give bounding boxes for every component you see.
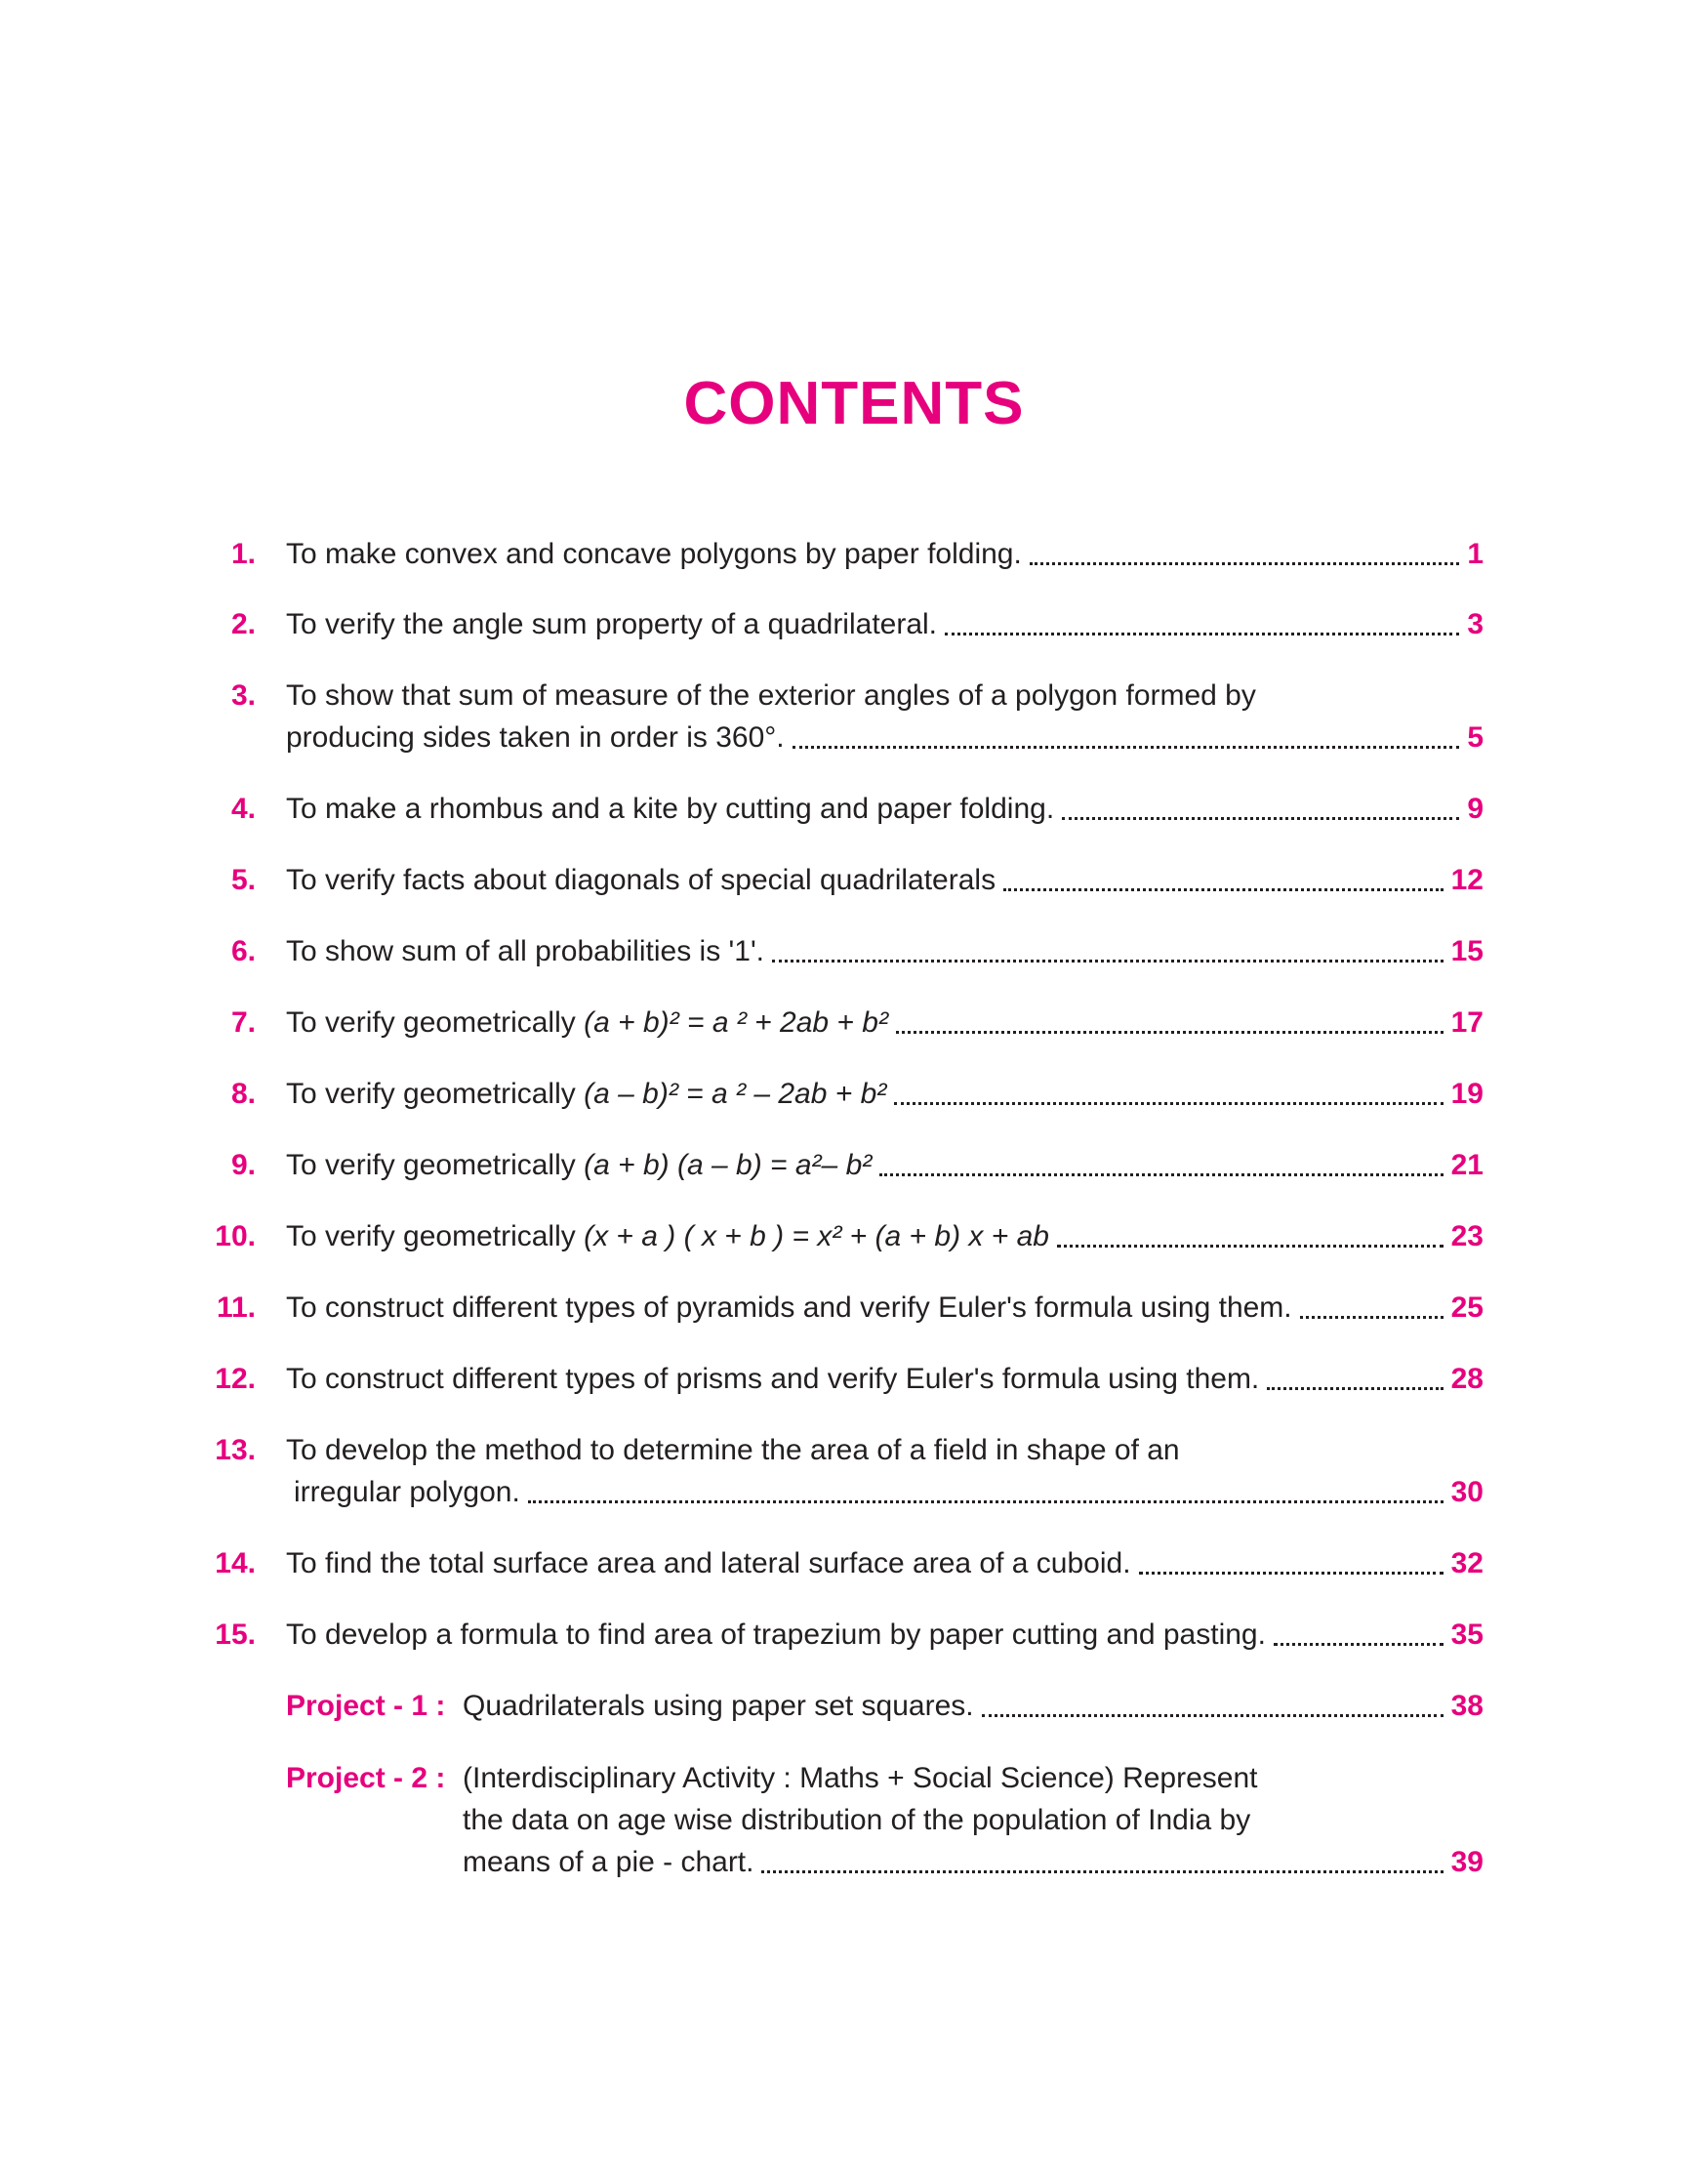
page-number: 9 xyxy=(1467,793,1484,825)
formula: (x + a ) ( x + b ) = x² + (a + b) x + ab xyxy=(584,1220,1049,1252)
dot-leader xyxy=(1267,1386,1443,1390)
entry-text: To develop the method to determine the area of a field in shape of an xyxy=(286,1434,1180,1466)
entry-text: means of a pie - chart. xyxy=(463,1846,754,1878)
entry-text: To verify geometrically (a + b) (a – b) = a²– b² xyxy=(286,1149,873,1181)
toc-entry[interactable] xyxy=(286,1616,1484,1655)
dot-leader xyxy=(1139,1571,1444,1575)
entry-number: 10. xyxy=(215,1220,256,1252)
entry-text: To verify facts about diagonals of special quadrilaterals xyxy=(286,864,996,896)
toc-entry-project[interactable] xyxy=(463,1687,1484,1726)
dot-leader xyxy=(1030,561,1460,565)
toc-entry-project[interactable] xyxy=(463,1843,1484,1882)
page-number: 12 xyxy=(1450,864,1484,896)
entry-number: 7. xyxy=(230,1006,256,1039)
entry-text: the data on age wise distribution of the population of India by xyxy=(463,1804,1251,1836)
page-number: 28 xyxy=(1450,1363,1484,1395)
entry-number: 3. xyxy=(230,679,256,712)
entry-number: 6. xyxy=(230,935,256,967)
entry-text: producing sides taken in order is 360°. xyxy=(286,721,785,754)
entry-number: 1. xyxy=(230,538,256,570)
page-number: 32 xyxy=(1450,1547,1484,1579)
project-label: Project - 1 : xyxy=(286,1690,446,1722)
formula: (a – b)² = a ² – 2ab + b² xyxy=(584,1078,887,1110)
entry-text: To verify geometrically (a + b)² = a ² + 2ab + b² xyxy=(286,1006,888,1039)
dot-leader xyxy=(1300,1315,1444,1319)
dot-leader xyxy=(896,1030,1444,1034)
toc-entry[interactable] xyxy=(286,1217,1484,1256)
page-number: 3 xyxy=(1467,608,1484,640)
page-number: 19 xyxy=(1450,1078,1484,1110)
toc-entry[interactable] xyxy=(286,605,1484,644)
entry-number: 12. xyxy=(215,1363,256,1395)
dot-leader xyxy=(793,745,1460,749)
page-number: 1 xyxy=(1467,538,1484,570)
dot-leader xyxy=(982,1713,1444,1717)
entry-number: 5. xyxy=(230,864,256,896)
dot-leader xyxy=(945,632,1459,635)
toc-entry[interactable] xyxy=(286,535,1484,574)
dot-leader xyxy=(879,1172,1443,1176)
dot-leader xyxy=(772,959,1444,963)
dot-leader xyxy=(1062,816,1459,820)
toc-entry[interactable] xyxy=(286,790,1484,829)
entry-text: To develop a formula to find area of trapezium by paper cutting and pasting. xyxy=(286,1619,1266,1651)
entry-text: To show that sum of measure of the exterior angles of a polygon formed by xyxy=(286,679,1256,712)
entry-text: To construct different types of prisms and verify Euler's formula using them. xyxy=(286,1363,1260,1395)
dot-leader xyxy=(1003,887,1444,891)
entry-text: To show sum of all probabilities is '1'. xyxy=(286,935,765,967)
entry-text: Quadrilaterals using paper set squares. xyxy=(463,1690,974,1722)
page-number: 39 xyxy=(1450,1846,1484,1878)
toc-entry[interactable] xyxy=(286,718,1484,758)
page-number: 30 xyxy=(1450,1476,1484,1508)
entry-number: 13. xyxy=(215,1434,256,1466)
toc-entry[interactable] xyxy=(286,1004,1484,1043)
entry-number: 9. xyxy=(230,1149,256,1181)
page-title: CONTENTS xyxy=(683,370,1025,437)
entry-number: 8. xyxy=(230,1078,256,1110)
page-number: 38 xyxy=(1450,1690,1484,1722)
entry-text: To verify geometrically (a – b)² = a ² – 2ab + b² xyxy=(286,1078,887,1110)
dot-leader xyxy=(1057,1244,1444,1248)
toc-entry[interactable] xyxy=(286,1289,1484,1328)
dot-leader xyxy=(894,1101,1443,1105)
dot-leader xyxy=(1274,1642,1444,1646)
page-number: 21 xyxy=(1450,1149,1484,1181)
page-number: 23 xyxy=(1450,1220,1484,1252)
formula: (a + b)² = a ² + 2ab + b² xyxy=(584,1006,888,1039)
page-number: 15 xyxy=(1450,935,1484,967)
entry-number: 2. xyxy=(230,608,256,640)
entry-text: To verify geometrically (x + a ) ( x + b ) = x² + (a + b) x + ab xyxy=(286,1220,1049,1252)
page-number: 25 xyxy=(1450,1291,1484,1324)
toc-entry[interactable] xyxy=(286,932,1484,971)
toc-entry[interactable] xyxy=(286,1146,1484,1185)
entry-number: 4. xyxy=(230,793,256,825)
page-number: 5 xyxy=(1467,721,1484,754)
entry-number: 11. xyxy=(216,1291,256,1324)
dot-leader xyxy=(761,1869,1443,1873)
toc-entry-line1 xyxy=(286,676,1262,716)
entry-text: To verify the angle sum property of a quadrilateral. xyxy=(286,608,938,640)
entry-number: 15. xyxy=(215,1619,256,1651)
entry-text: To construct different types of pyramids and verify Euler's formula using them. xyxy=(286,1291,1292,1324)
dot-leader xyxy=(528,1499,1444,1503)
entry-text: (Interdisciplinary Activity : Maths + Social Science) Represent xyxy=(463,1762,1258,1794)
project-label: Project - 2 : xyxy=(286,1762,446,1794)
toc-entry[interactable] xyxy=(286,1075,1484,1114)
toc-entry[interactable] xyxy=(294,1473,1484,1512)
entry-text: irregular polygon. xyxy=(294,1476,520,1508)
entry-text: To make convex and concave polygons by paper folding. xyxy=(286,538,1022,570)
page-number: 35 xyxy=(1450,1619,1484,1651)
toc-entry[interactable] xyxy=(286,1360,1484,1399)
entry-text: To find the total surface area and lateral surface area of a cuboid. xyxy=(286,1547,1131,1579)
entry-number: 14. xyxy=(215,1547,256,1579)
page-number: 17 xyxy=(1450,1006,1484,1039)
toc-entry-line1 xyxy=(286,1431,1262,1470)
toc-entry[interactable] xyxy=(286,861,1484,900)
entry-text: To make a rhombus and a kite by cutting and paper folding. xyxy=(286,793,1055,825)
formula: (a + b) (a – b) = a²– b² xyxy=(584,1149,873,1181)
toc-entry[interactable] xyxy=(286,1544,1484,1583)
